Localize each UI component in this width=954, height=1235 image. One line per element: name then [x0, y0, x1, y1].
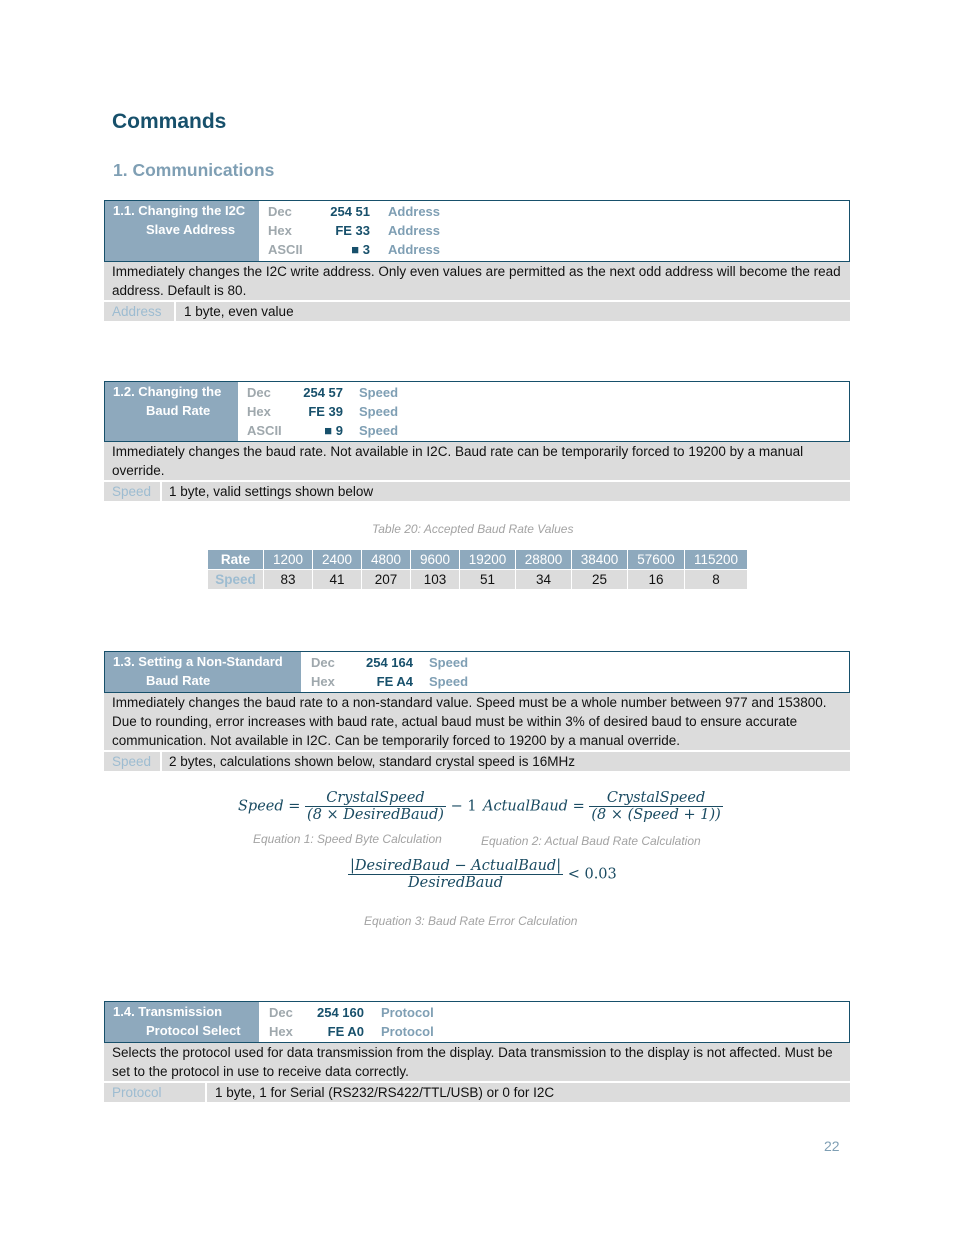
row-param: Protocol	[381, 1024, 434, 1039]
equation-numerator: CrystalSpeed	[305, 790, 446, 807]
command-label-line2: Slave Address	[146, 222, 236, 237]
equation-lhs: Speed =	[238, 798, 301, 815]
command-label-line2: Baud Rate	[146, 673, 211, 688]
command-header	[104, 651, 850, 692]
ascii-row	[247, 421, 807, 440]
row-value: FE 33	[335, 223, 370, 238]
equation-caption: Equation 2: Actual Baud Rate Calculation	[481, 834, 701, 848]
row-key: Hex	[268, 223, 292, 238]
command-description: Immediately changes the I2C write address. Only even values are permitted as the next odd address will become the read address. Default is 80.	[104, 261, 850, 300]
table-cell: 16	[628, 570, 685, 590]
command-block-baud-rate	[104, 381, 850, 501]
baud-rate-table	[207, 549, 748, 590]
row-param: Speed	[359, 423, 399, 438]
equation-denominator: (8 × DesiredBaud)	[307, 807, 444, 823]
table-cell: 8	[685, 570, 748, 590]
parameter-name: Speed	[112, 484, 152, 499]
hex-row	[247, 402, 807, 421]
hex-row	[269, 1022, 829, 1041]
command-label-line1: 1.2. Changing the	[113, 384, 222, 399]
equation-tail: − 1	[450, 798, 477, 815]
page-title: Commands	[112, 110, 227, 133]
equation-actual-baud	[483, 790, 723, 823]
equation-denominator: (8 × (Speed + 1))	[591, 807, 721, 823]
equation-numerator: |DesiredBaud − ActualBaud|	[350, 858, 562, 874]
table-row	[208, 550, 748, 570]
row-key: Dec	[269, 1005, 293, 1020]
command-description: Immediately changes the baud rate to a non-standard value. Speed must be a whole number between 977 and 153800. Due to rounding, error increases with baud rate, actual baud must be within 3% of desired baud to ensure accurate communication. Not available in I2C. Can be temporarily forced to 19200 by a manual override.	[104, 692, 850, 750]
parameter-name: Speed	[112, 754, 152, 769]
table-cell: 34	[516, 570, 572, 590]
table-cell: 19200	[460, 550, 516, 570]
command-block-i2c-address	[104, 200, 850, 321]
row-key: ASCII	[247, 423, 282, 438]
row-value: FE 39	[308, 404, 343, 419]
equation-fraction	[589, 790, 722, 823]
command-label	[105, 652, 301, 692]
command-header	[104, 200, 850, 261]
parameter-name: Address	[112, 304, 162, 319]
command-label-line1: 1.3. Setting a Non-Standard	[113, 654, 283, 669]
equation-fraction	[305, 790, 446, 823]
table-cell: 4800	[362, 550, 411, 570]
command-block-non-standard-baud	[104, 651, 850, 771]
row-param: Speed	[359, 404, 399, 419]
equation-caption: Equation 1: Speed Byte Calculation	[253, 832, 442, 846]
table-cell: 28800	[516, 550, 572, 570]
row-header: Speed	[208, 570, 264, 590]
row-value: FE A0	[327, 1024, 364, 1039]
divider	[160, 752, 162, 771]
equation-lhs: ActualBaud =	[483, 798, 585, 815]
parameter-row	[104, 750, 850, 771]
equation-tail: < 0.03	[567, 866, 617, 883]
equation-caption: Equation 3: Baud Rate Error Calculation	[364, 914, 578, 928]
command-label	[105, 201, 259, 261]
table-caption: Table 20: Accepted Baud Rate Values	[372, 522, 574, 536]
row-param: Speed	[429, 655, 469, 670]
table-row	[208, 570, 748, 590]
parameter-description: 1 byte, even value	[184, 304, 294, 319]
parameter-row	[104, 480, 850, 501]
table-cell: 2400	[313, 550, 362, 570]
table-cell: 38400	[572, 550, 628, 570]
table-cell: 25	[572, 570, 628, 590]
command-label-line1: 1.4. Transmission	[113, 1004, 223, 1019]
equation-speed-byte	[238, 790, 477, 823]
row-param: Speed	[429, 674, 469, 689]
parameter-row	[104, 300, 850, 321]
command-block-protocol-select	[104, 1001, 850, 1102]
page-number: 22	[824, 1138, 840, 1154]
row-param: Address	[388, 223, 441, 238]
table-cell: 57600	[628, 550, 685, 570]
command-label-line2: Protocol Select	[146, 1023, 241, 1038]
table-cell: 41	[313, 570, 362, 590]
row-key: Hex	[247, 404, 271, 419]
ascii-row	[268, 240, 828, 259]
command-header	[104, 1001, 850, 1042]
table-cell: 103	[411, 570, 460, 590]
section-heading: 1. Communications	[113, 160, 275, 180]
parameter-name: Protocol	[112, 1085, 162, 1100]
command-label	[105, 382, 238, 441]
row-value: 254 160	[317, 1005, 364, 1020]
row-param: Protocol	[381, 1005, 434, 1020]
equation-numerator: CrystalSpeed	[589, 790, 722, 807]
row-param: Address	[388, 242, 441, 257]
dec-row	[268, 202, 828, 221]
dec-row	[311, 653, 831, 672]
parameter-description: 2 bytes, calculations shown below, standard crystal speed is 16MHz	[169, 754, 575, 769]
divider	[205, 1083, 207, 1102]
table-cell: 207	[362, 570, 411, 590]
command-label-line2: Baud Rate	[146, 403, 211, 418]
row-key: Hex	[269, 1024, 293, 1039]
row-value: FE A4	[376, 674, 413, 689]
row-key: Dec	[247, 385, 271, 400]
row-value: ■ 3	[351, 242, 370, 257]
row-key: ASCII	[268, 242, 303, 257]
hex-row	[268, 221, 828, 240]
hex-row	[311, 672, 831, 691]
divider	[174, 302, 176, 321]
table-cell: 9600	[411, 550, 460, 570]
command-label	[105, 1002, 259, 1042]
row-key: Hex	[311, 674, 335, 689]
parameter-description: 1 byte, 1 for Serial (RS232/RS422/TTL/USB) or 0 for I2C	[215, 1085, 555, 1100]
row-param: Address	[388, 204, 441, 219]
equation-baud-error	[348, 858, 617, 891]
command-header	[104, 381, 850, 441]
row-key: Dec	[268, 204, 292, 219]
parameter-row	[104, 1081, 850, 1102]
table-cell: 1200	[264, 550, 313, 570]
row-value: 254 57	[303, 385, 343, 400]
row-value: ■ 9	[324, 423, 343, 438]
table-cell: 115200	[685, 550, 748, 570]
command-label-line1: 1.1. Changing the I2C	[113, 203, 246, 218]
command-description: Immediately changes the baud rate. Not available in I2C. Baud rate can be temporarily forced to 19200 by a manual override.	[104, 441, 850, 480]
row-header: Rate	[208, 550, 264, 570]
dec-row	[247, 383, 807, 402]
row-value: 254 51	[330, 204, 370, 219]
divider	[160, 482, 162, 501]
row-param: Speed	[359, 385, 399, 400]
parameter-description: 1 byte, valid settings shown below	[169, 484, 374, 499]
equation-fraction	[348, 858, 563, 891]
dec-row	[269, 1003, 829, 1022]
row-key: Dec	[311, 655, 335, 670]
command-description: Selects the protocol used for data transmission from the display. Data transmission to the display is not affected. Must be set to the protocol in use to receive data correctly.	[104, 1042, 850, 1081]
equation-denominator: DesiredBaud	[408, 875, 504, 891]
row-value: 254 164	[366, 655, 413, 670]
table-cell: 51	[460, 570, 516, 590]
table-cell: 83	[264, 570, 313, 590]
